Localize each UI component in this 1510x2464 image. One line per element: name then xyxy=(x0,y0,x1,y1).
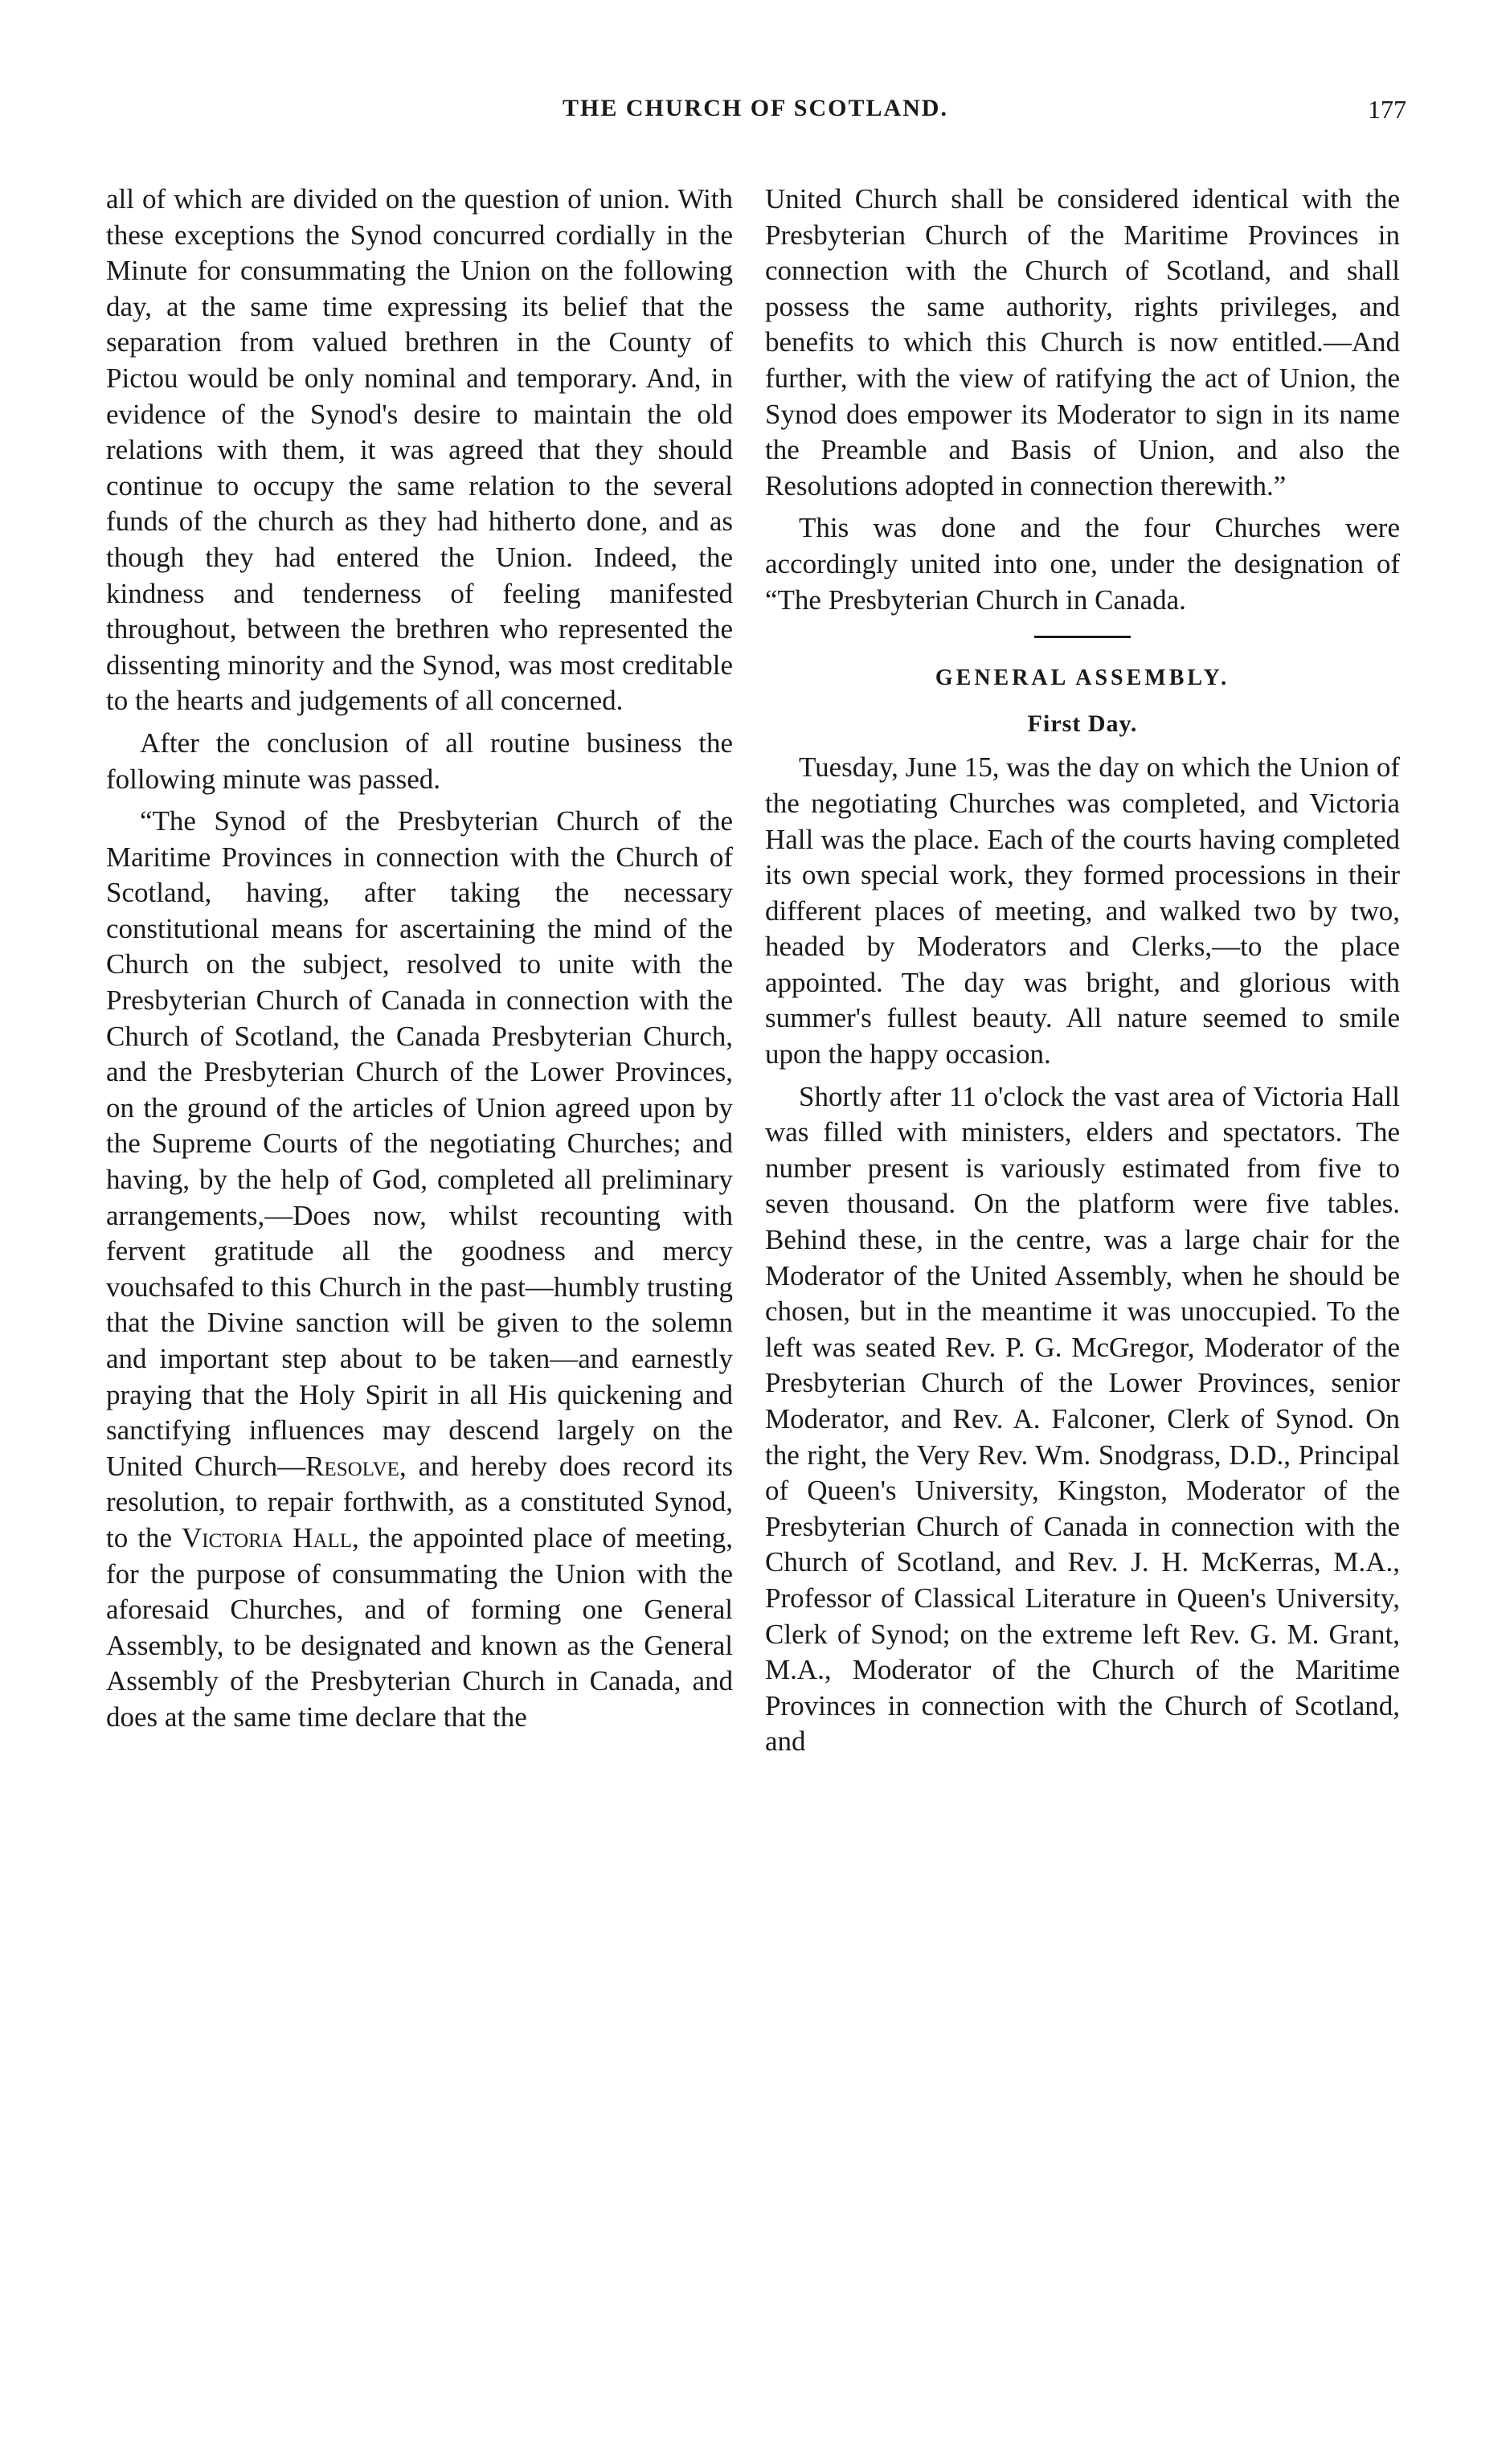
synod-minute-paragraph xyxy=(106,804,733,1735)
right-paragraph-3: Tuesday, June 15, was the day on which the Union of the negotiating Churches was completed, and Victoria Hall was the place. Each of the courts having completed its own special work, they formed processions in their different places of meeting, and walked two by two, headed by Moderators and Clerks,—to the place appointed. The day was bright, and glorious with summer's fullest beauty. All nature seemed to smile upon the happy occasion. xyxy=(765,751,1400,1070)
minute-text-part-1: “The Synod of the Presbyterian Church of the Maritime Provinces in connection with the Church of Scotland, having, after taking the necessary constitutional means for ascertaining the mind of the Church on the subject, resolved to unite with the Presbyterian Church of Canada in connection with the Church of Scotland, the Canada Presbyterian Church, and the Presbyterian Church of the Lower Provinces, on the ground of the articles of Union agreed upon by the Supreme Courts of the negotiating Churches; and having, by the help of God, completed all preliminary arrangements,—Does now, whilst recounting with fervent gratitude all the goodness and mercy vouchsafed to this Church in the past—humbly trusting that the Divine sanction will be given to the solemn and important step about to be taken—and earnestly praying that the Holy Spirit in all His quickening and sanctifying influences may descend largely on the United Church— xyxy=(106,805,733,1482)
minute-text-part-3: the appointed place of meeting, for the purpose of consummating the Union with the aforesaid Churches, and of forming one General Assembly, to be designated and known as the General Assembly of the Presbyterian Church in Canada, and does at the same time declare that the xyxy=(106,1521,733,1733)
section-divider xyxy=(1034,636,1131,638)
right-paragraph-2: This was done and the four Churches were accordingly united into one, under the designation of “The Presbyterian Church in Canada. xyxy=(765,512,1400,616)
minute-text-part-2: and hereby does record its resolution, to repair forthwith, as a constituted Synod, to the xyxy=(106,1450,733,1553)
right-paragraph-1: United Church shall be considered identical with the Presbyterian Church of the Maritime Provinces in connection with the Church of Scotland, and shall possess the same authority, rights privileges, and benefits to which this Church is now entitled.—And further, with the view of ratifying the act of Union, the Synod does empower its Moderator to sign in its name the Preamble and Basis of Union, and also the Resolutions adopted in connection therewith.” xyxy=(765,183,1400,501)
section-heading: GENERAL ASSEMBLY. xyxy=(935,665,1230,691)
right-paragraph-4: Shortly after 11 o'clock the vast area of Victoria Hall was filled with ministers, elders and spectators. The number present is variously estimated from five to seven thousand. On the platform were five tables. Behind these, in the centre, was a large chair for the Moderator of the United Assembly, when he should be chosen, but in the meantime it was unoccupied. To the left was seated Rev. P. G. McGregor, Moderator of the Presbyterian Church of the Lower Provinces, senior Moderator, and Rev. A. Falconer, Clerk of Synod. On the right, the Very Rev. Wm. Snodgrass, D.D., Principal of Queen's University, Kingston, Moderator of the Presbyterian Church of Canada in connection with the Church of Scotland, and Rev. J. H. McKerras, M.A., Professor of Classical Literature in Queen's University, Clerk of Synod; on the extreme left Rev. G. M. Grant, M.A., Moderator of the Church of the Maritime Provinces in connection with the Church of Scotland, and xyxy=(765,1080,1400,1758)
left-column xyxy=(106,182,733,1736)
page-header xyxy=(104,95,1406,143)
running-title: THE CHURCH OF SCOTLAND. xyxy=(563,95,948,121)
victoria-hall-name: Victoria Hall, xyxy=(181,1521,359,1553)
resolve-word: Resolve, xyxy=(305,1450,407,1482)
sub-heading: First Day. xyxy=(1027,710,1138,737)
page-number: 177 xyxy=(1368,95,1406,124)
left-paragraph-1: all of which are divided on the question of union. With these exceptions the Synod concurred cordially in the Minute for consummating the Union on the following day, at the same time expressing its belief that the separation from valued brethren in the County of Pictou would be only nominal and temporary. And, in evidence of the Synod's desire to maintain the old relations with them, it was agreed that they should continue to occupy the same relation to the several funds of the church as they had hitherto done, and as though they had entered the Union. Indeed, the kindness and tenderness of feeling manifested throughout, between the brethren who represented the dissenting minority and the Synod, was most creditable to the hearts and judgements of all concerned. xyxy=(106,183,733,717)
left-paragraph-2: After the conclusion of all routine business the following minute was passed. xyxy=(106,727,733,795)
right-column xyxy=(765,182,1400,1760)
